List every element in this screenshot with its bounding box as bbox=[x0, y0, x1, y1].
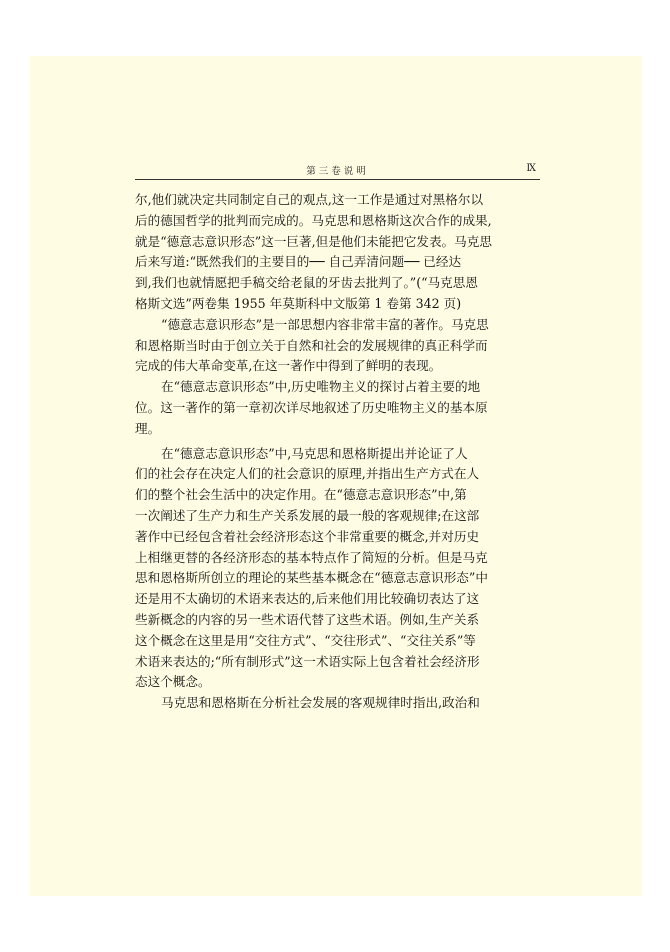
text-line: 著作中已经包含着社会经济形态这个非常重要的概念,并对历史 bbox=[135, 528, 480, 544]
page-number: Ⅸ bbox=[526, 163, 536, 174]
text-line: 些新概念的内容的另一些术语代替了这些术语。例如,生产关系 bbox=[135, 611, 480, 627]
text-line: 尔,他们就决定共同制定自己的观点,这一工作是通过对黑格尔以 bbox=[135, 192, 484, 207]
text-line: 后的德国哲学的批判而完成的。马克思和恩格斯这次合作的成果, bbox=[135, 212, 492, 228]
running-header-title: 第三卷说明 bbox=[306, 166, 369, 177]
text-line: 态这个概念。 bbox=[135, 674, 211, 690]
text-line: 理。 bbox=[135, 420, 161, 436]
text-line: 就是“德意志意识形态”这一巨著,但是他们未能把它发表。马克思 bbox=[135, 233, 492, 249]
running-header bbox=[135, 163, 540, 180]
text-line: 们的社会存在决定人们的社会意识的原理,并指出生产方式在人 bbox=[135, 466, 480, 482]
text-line: 后来写道:“既然我们的主要目的── 自己弄清问题── 已经达 bbox=[135, 254, 462, 270]
body-text bbox=[135, 190, 540, 714]
text-line: 思和恩格斯所创立的理论的某些基本概念在“德意志意识形态”中 bbox=[135, 570, 488, 586]
text-line: 还是用不太确切的术语来表达的,后来他们用比较确切表达了这 bbox=[135, 591, 480, 607]
text-line: 格斯文选”两卷集 1955 年莫斯科中文版第 1 卷第 342 页) bbox=[135, 295, 462, 311]
paragraph-start-line: 在“德意志意识形态”中,马克思和恩格斯提出并论证了人 bbox=[161, 445, 468, 461]
paragraph-start-line: 马克思和恩格斯在分析社会发展的客观规律时指出,政治和 bbox=[161, 695, 480, 711]
text-line: 们的整个社会生活中的决定作用。在“德意志意识形态”中,第 bbox=[135, 487, 467, 503]
text-line: 和恩格斯当时由于创立关于自然和社会的发展规律的真正科学而 bbox=[135, 337, 488, 353]
text-line: 位。这一著作的第一章初次详尽地叙述了历史唯物主义的基本原 bbox=[135, 399, 488, 415]
text-line: 这个概念在这里是用“交往方式”、“交往形式”、“交往关系”等 bbox=[135, 632, 476, 648]
paragraph-start-line: 在“德意志意识形态”中,历史唯物主义的探讨占着主要的地 bbox=[161, 379, 481, 395]
paragraph-start-line: “德意志意识形态”是一部思想内容非常丰富的著作。马克思 bbox=[161, 316, 489, 332]
text-line: 完成的伟大革命变革,在这一著作中得到了鲜明的表现。 bbox=[135, 358, 442, 374]
text-line: 术语来表达的;“所有制形式”这一术语实际上包含着社会经济形 bbox=[135, 653, 480, 669]
text-line: 到,我们也就情愿把手稿交给老鼠的牙齿去批判了。”(“马克思恩 bbox=[135, 275, 478, 291]
text-line: 上相继更替的各经济形态的基本特点作了简短的分析。但是马克 bbox=[135, 549, 488, 565]
text-line: 一次阐述了生产力和生产关系发展的最一般的客观规律;在这部 bbox=[135, 507, 480, 523]
